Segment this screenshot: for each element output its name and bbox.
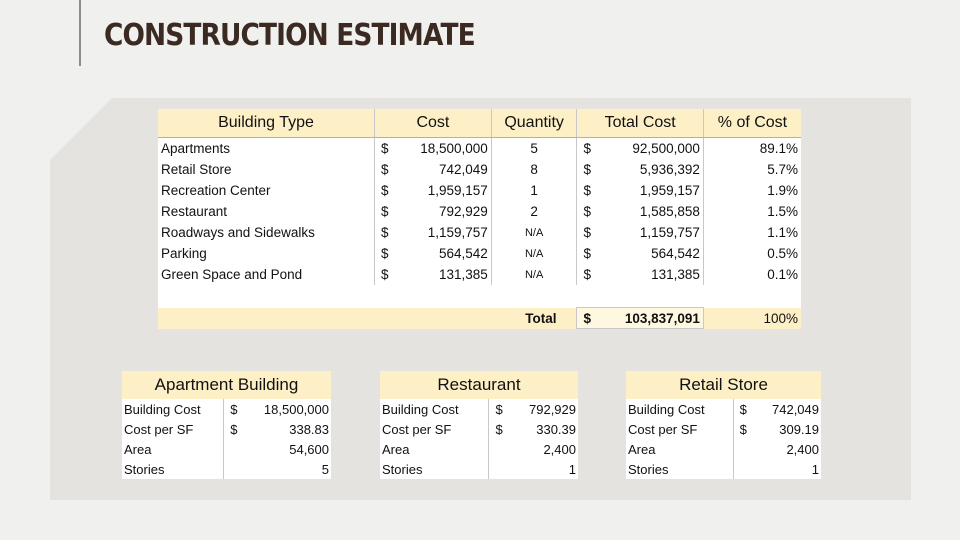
quantity-cell: 5 — [491, 138, 577, 160]
currency-symbol: $ — [489, 419, 510, 439]
table-row — [158, 201, 801, 222]
table-row — [122, 459, 331, 479]
currency-symbol: $ — [375, 138, 397, 160]
total-row — [158, 308, 801, 329]
currency-symbol: $ — [577, 264, 599, 285]
row-value: 2,400 — [754, 439, 821, 459]
percent-cell: 1.5% — [703, 201, 801, 222]
header-total-cost: Total Cost — [577, 109, 703, 138]
mini-table-title: Retail Store — [626, 371, 821, 399]
table-row — [380, 439, 578, 459]
row-label: Building Cost — [380, 399, 489, 419]
row-value: 792,929 — [509, 399, 578, 419]
currency-symbol: $ — [375, 264, 397, 285]
header-quantity: Quantity — [491, 109, 577, 138]
row-label: Building Cost — [626, 399, 733, 419]
currency-symbol: $ — [224, 399, 245, 419]
currency-symbol: $ — [375, 222, 397, 243]
row-label: Area — [122, 439, 224, 459]
row-value: 18,500,000 — [244, 399, 331, 419]
currency-symbol: $ — [577, 138, 599, 160]
row-label: Area — [380, 439, 489, 459]
quantity-cell: 1 — [491, 180, 577, 201]
currency-symbol — [733, 459, 754, 479]
currency-symbol: $ — [733, 419, 754, 439]
building-type-cell: Retail Store — [158, 159, 375, 180]
currency-symbol: $ — [375, 243, 397, 264]
total-cost-cell: 1,585,858 — [598, 201, 703, 222]
construction-estimate-table — [158, 109, 801, 329]
table-row — [626, 439, 821, 459]
total-label: Total — [158, 308, 577, 329]
percent-cell: 1.9% — [703, 180, 801, 201]
building-type-cell: Parking — [158, 243, 375, 264]
table-row — [158, 264, 801, 285]
cost-cell: 18,500,000 — [396, 138, 491, 160]
grand-total-value: 103,837,091 — [598, 308, 703, 329]
building-type-cell: Apartments — [158, 138, 375, 160]
currency-symbol: $ — [577, 222, 599, 243]
currency-symbol — [224, 439, 245, 459]
currency-symbol: $ — [577, 180, 599, 201]
currency-symbol: $ — [375, 159, 397, 180]
table-row — [380, 419, 578, 439]
cost-cell: 792,929 — [396, 201, 491, 222]
title-accent-line — [79, 0, 81, 66]
currency-symbol: $ — [577, 243, 599, 264]
header-percent-of-cost: % of Cost — [703, 109, 801, 138]
table-header-row — [158, 109, 801, 138]
row-value: 309.19 — [754, 419, 821, 439]
quantity-cell: N/A — [491, 243, 577, 264]
currency-symbol: $ — [577, 201, 599, 222]
table-row — [380, 399, 578, 419]
currency-symbol: $ — [577, 159, 599, 180]
quantity-cell: N/A — [491, 264, 577, 285]
row-value: 742,049 — [754, 399, 821, 419]
currency-symbol — [733, 439, 754, 459]
table-row — [626, 419, 821, 439]
row-label: Stories — [122, 459, 224, 479]
total-cost-cell: 131,385 — [598, 264, 703, 285]
row-label: Building Cost — [122, 399, 224, 419]
spacer-row — [158, 285, 801, 308]
cost-cell: 131,385 — [396, 264, 491, 285]
mini-table-title: Apartment Building — [122, 371, 331, 399]
building-type-cell: Recreation Center — [158, 180, 375, 201]
quantity-cell: 2 — [491, 201, 577, 222]
table-row — [380, 459, 578, 479]
row-value: 1 — [754, 459, 821, 479]
spacer-cell — [158, 285, 801, 308]
row-value: 338.83 — [244, 419, 331, 439]
currency-symbol: $ — [375, 201, 397, 222]
cost-cell: 564,542 — [396, 243, 491, 264]
cost-cell: 742,049 — [396, 159, 491, 180]
cost-cell: 1,959,157 — [396, 180, 491, 201]
row-label: Area — [626, 439, 733, 459]
row-label: Stories — [380, 459, 489, 479]
table-row — [626, 459, 821, 479]
currency-symbol — [224, 459, 245, 479]
table-row — [158, 138, 801, 160]
total-cost-cell: 1,159,757 — [598, 222, 703, 243]
building-type-cell: Restaurant — [158, 201, 375, 222]
table-row — [158, 159, 801, 180]
table-row — [626, 399, 821, 419]
currency-symbol: $ — [224, 419, 245, 439]
header-building-type: Building Type — [158, 109, 375, 138]
building-type-cell: Roadways and Sidewalks — [158, 222, 375, 243]
building-type-cell: Green Space and Pond — [158, 264, 375, 285]
currency-symbol: $ — [733, 399, 754, 419]
row-value: 1 — [509, 459, 578, 479]
table-row — [158, 222, 801, 243]
cost-cell: 1,159,757 — [396, 222, 491, 243]
percent-cell: 1.1% — [703, 222, 801, 243]
currency-symbol — [489, 459, 510, 479]
row-label: Cost per SF — [380, 419, 489, 439]
table-row — [122, 419, 331, 439]
currency-symbol: $ — [375, 180, 397, 201]
quantity-cell: 8 — [491, 159, 577, 180]
row-label: Stories — [626, 459, 733, 479]
mini-table-title: Restaurant — [380, 371, 578, 399]
row-value: 2,400 — [509, 439, 578, 459]
percent-cell: 0.5% — [703, 243, 801, 264]
restaurant-table — [380, 371, 578, 479]
row-value: 54,600 — [244, 439, 331, 459]
currency-symbol: $ — [489, 399, 510, 419]
quantity-cell: N/A — [491, 222, 577, 243]
table-row — [158, 180, 801, 201]
table-row — [122, 399, 331, 419]
percent-cell: 0.1% — [703, 264, 801, 285]
retail-store-table — [626, 371, 821, 479]
currency-symbol — [489, 439, 510, 459]
total-percent: 100% — [703, 308, 801, 329]
total-cost-cell: 1,959,157 — [598, 180, 703, 201]
header-cost: Cost — [375, 109, 492, 138]
percent-cell: 5.7% — [703, 159, 801, 180]
percent-cell: 89.1% — [703, 138, 801, 160]
slide-title: CONSTRUCTION ESTIMATE — [104, 18, 475, 53]
row-label: Cost per SF — [122, 419, 224, 439]
row-value: 330.39 — [509, 419, 578, 439]
total-cost-cell: 564,542 — [598, 243, 703, 264]
total-cost-cell: 5,936,392 — [598, 159, 703, 180]
row-value: 5 — [244, 459, 331, 479]
total-cost-cell: 92,500,000 — [598, 138, 703, 160]
row-label: Cost per SF — [626, 419, 733, 439]
table-row — [158, 243, 801, 264]
table-row — [122, 439, 331, 459]
currency-symbol: $ — [577, 308, 599, 329]
apartment-building-table — [122, 371, 331, 479]
